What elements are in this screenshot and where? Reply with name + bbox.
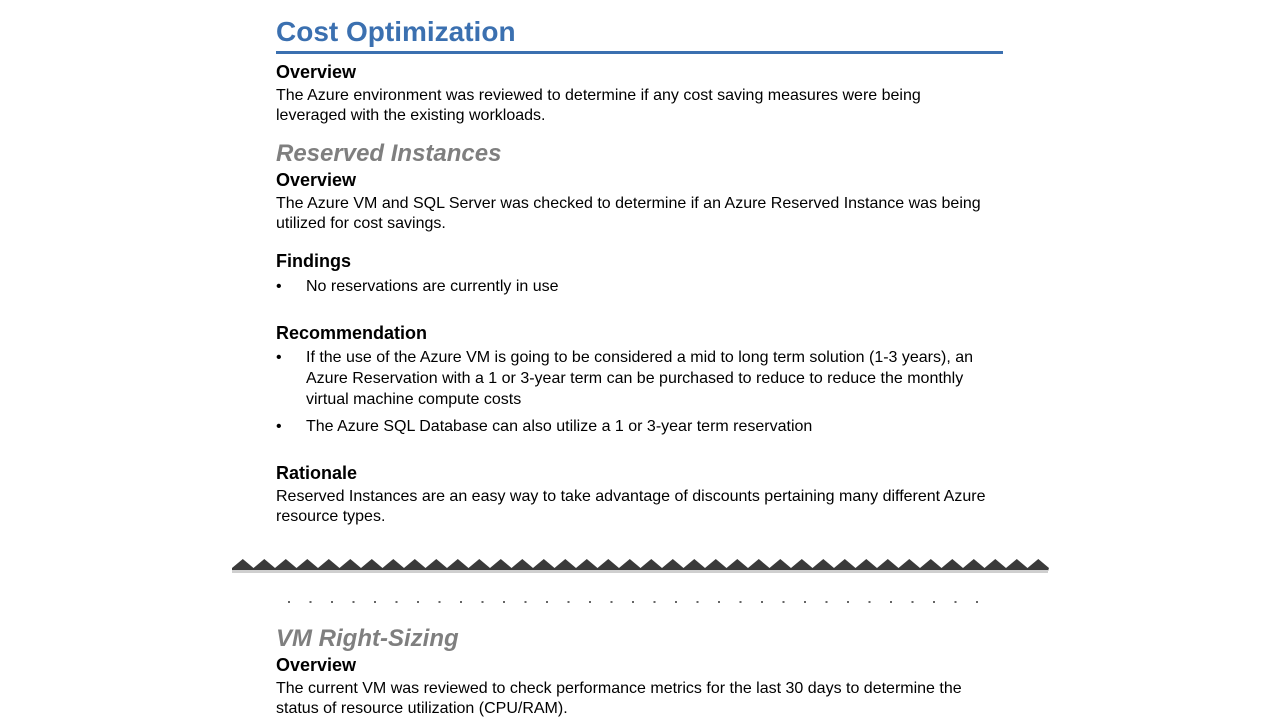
findings-item-text: No reservations are currently in use xyxy=(306,278,559,295)
tear-dot xyxy=(288,601,290,603)
tear-shadow xyxy=(232,570,1048,573)
tear-dot xyxy=(589,601,591,603)
tear-dot xyxy=(417,601,419,603)
reserved-overview-heading: Overview xyxy=(276,170,357,190)
tear-dot xyxy=(353,601,355,603)
tear-dot xyxy=(654,601,656,603)
page-tear-divider xyxy=(230,556,1052,616)
tear-dot xyxy=(331,601,333,603)
tear-dot xyxy=(890,601,892,603)
overview-text: The Azure environment was reviewed to determine if any cost saving measures were being leveraged with the existing workloads. xyxy=(276,87,921,124)
overview-heading: Overview xyxy=(276,62,357,82)
tear-dot xyxy=(826,601,828,603)
tear-dot xyxy=(761,601,763,603)
tear-dot xyxy=(783,601,785,603)
findings-list xyxy=(276,276,1016,297)
tear-dot xyxy=(482,601,484,603)
reserved-overview-text: The Azure VM and SQL Server was checked to determine if an Azure Reserved Instance was being utilized for cost savings. xyxy=(276,195,981,232)
tear-dot xyxy=(568,601,570,603)
tear-dot xyxy=(503,601,505,603)
rationale-heading: Rationale xyxy=(276,463,358,483)
tear-dot xyxy=(525,601,527,603)
list-item: • No reservations are currently in use xyxy=(276,278,559,295)
tear-dot xyxy=(804,601,806,603)
tear-dotted-edge xyxy=(288,601,978,603)
tear-dot xyxy=(396,601,398,603)
tear-dot xyxy=(740,601,742,603)
tear-dot xyxy=(374,601,376,603)
tear-dot xyxy=(439,601,441,603)
findings-heading: Findings xyxy=(276,251,351,271)
tear-dot xyxy=(847,601,849,603)
tear-dot xyxy=(546,601,548,603)
recommendation-item-text: If the use of the Azure VM is going to be considered a mid to long term solution (1-3 years), an Azure Reservation with a 1 or 3-year term can be purchased to reduce to reduce the monthly virtual machine compute costs xyxy=(306,349,974,408)
tear-dot xyxy=(460,601,462,603)
tear-dot xyxy=(933,601,935,603)
tear-dot xyxy=(632,601,634,603)
tear-dot xyxy=(976,601,978,603)
tear-dot xyxy=(697,601,699,603)
tear-zigzag-shape xyxy=(232,559,1049,571)
tear-dot xyxy=(869,601,871,603)
recommendation-item-text: The Azure SQL Database can also utilize a 1 or 3-year term reservation xyxy=(306,418,813,435)
tear-dot xyxy=(675,601,677,603)
section-title: Cost Optimization xyxy=(276,14,1003,54)
list-item: • The Azure SQL Database can also utilize a 1 or 3-year term reservation xyxy=(276,418,813,435)
rightsizing-overview-heading: Overview xyxy=(276,655,357,675)
tear-zigzag-edge xyxy=(232,559,1049,573)
tear-dot xyxy=(718,601,720,603)
document-top-fragment xyxy=(276,14,1016,527)
tear-dot xyxy=(955,601,957,603)
recommendation-list xyxy=(276,347,986,437)
rightsizing-overview-text: The current VM was reviewed to check performance metrics for the last 30 days to determine the status of resource utilization (CPU/RAM). xyxy=(276,680,962,717)
reserved-instances-title: Reserved Instances xyxy=(276,140,502,167)
document-bottom-fragment xyxy=(276,624,1016,719)
vm-right-sizing-title: VM Right-Sizing xyxy=(276,625,459,652)
recommendation-heading: Recommendation xyxy=(276,323,428,343)
tear-dot xyxy=(611,601,613,603)
list-item: • If the use of the Azure VM is going to be considered a mid to long term solution (1-3 years), an Azure Reservation with a 1 or 3-year term can be purchased to reduce to reduce the monthly virtual machine compute costs xyxy=(276,349,974,408)
rationale-text: Reserved Instances are an easy way to take advantage of discounts pertaining many different Azure resource types. xyxy=(276,488,986,525)
tear-dot xyxy=(310,601,312,603)
tear-dot xyxy=(912,601,914,603)
